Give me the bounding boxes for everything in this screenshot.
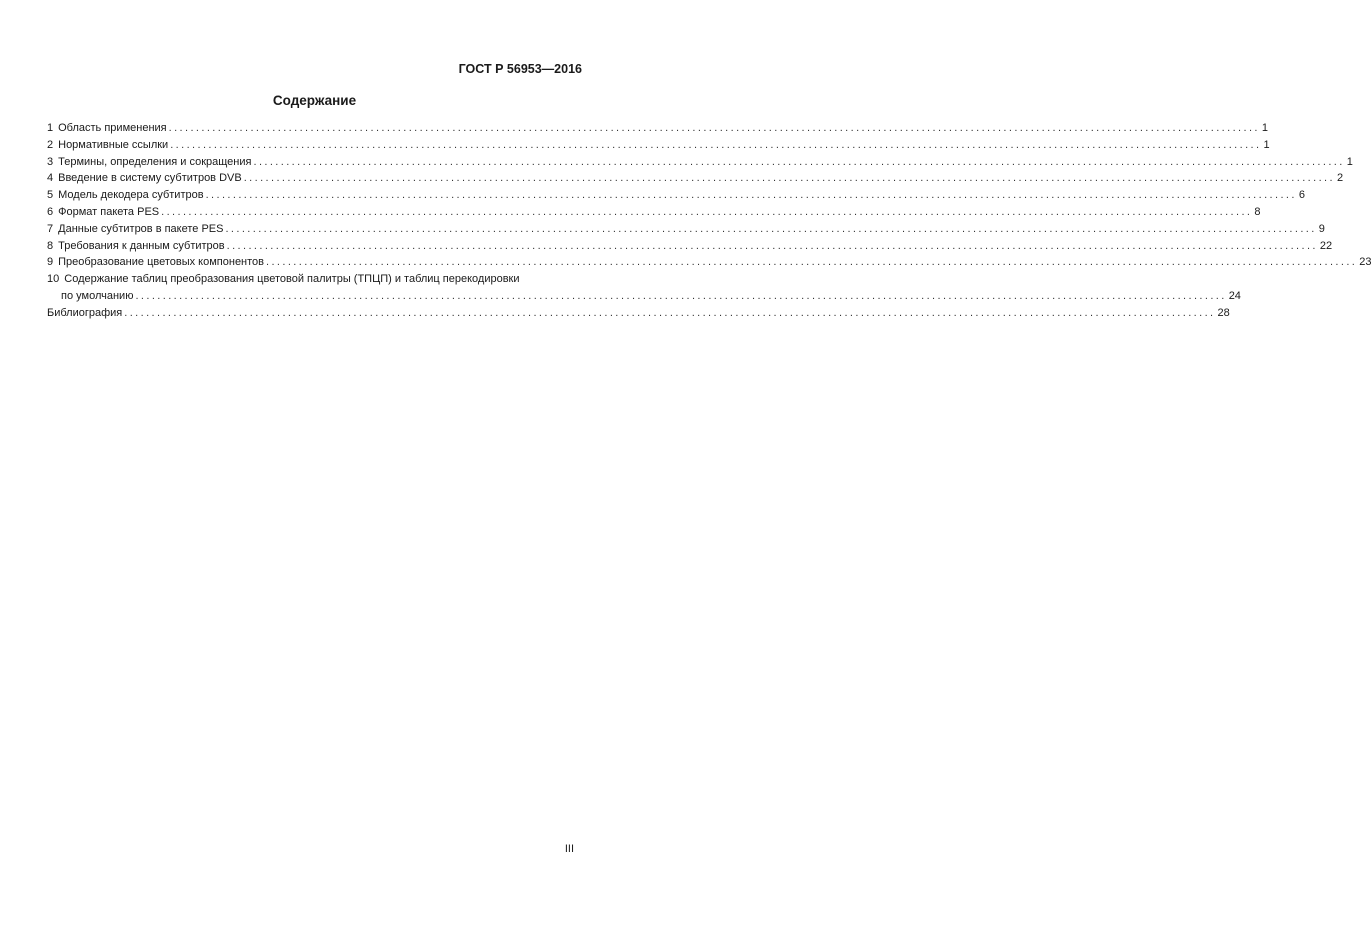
toc-entry-number: 5 — [47, 189, 54, 202]
toc-entry-text: Библиография — [47, 306, 123, 319]
toc-entry-bibliography[interactable] — [47, 305, 1230, 322]
toc-entry-number: 10 — [47, 273, 60, 286]
toc-entry-number: 8 — [47, 239, 54, 252]
toc-entry-page: 2 — [1336, 172, 1344, 185]
dot-leader: ........................................................................................................................................................................................................ — [170, 138, 1262, 151]
toc-entry-page: 1 — [1261, 122, 1268, 134]
toc-entry-page: 22 — [1319, 239, 1333, 252]
toc-entry-page: 1 — [1346, 155, 1353, 168]
dot-leader: ........................................................................................................................................................................................................ — [205, 189, 1297, 202]
toc-entry-1[interactable] — [47, 120, 1268, 137]
toc-entry-10[interactable] — [47, 271, 1241, 305]
document-id: ГОСТ Р 56953—2016 — [458, 62, 582, 76]
toc-entry-text: Термины, определения и сокращения — [58, 155, 252, 168]
toc-entry-2[interactable] — [47, 137, 1270, 154]
toc-entry-text: Модель декодера субтитров — [58, 189, 204, 202]
toc-entry-4[interactable] — [47, 170, 1344, 187]
dot-leader: ........................................................................................................................................................................................................ — [135, 289, 1227, 302]
dot-leader: ........................................................................................................................................................................................................ — [226, 239, 1318, 252]
toc-entry-page: 9 — [1318, 222, 1325, 235]
toc-entry-page: 24 — [1228, 289, 1241, 302]
page-number: III — [564, 843, 574, 855]
toc-entry-8[interactable] — [47, 238, 1333, 255]
toc-entry-text: Преобразование цветовых компонентов — [58, 256, 265, 269]
toc-entry-number: 3 — [47, 155, 54, 168]
dot-leader: ........................................................................................................................................................................................................ — [161, 205, 1253, 218]
toc-entry-text: Данные субтитров в пакете PES — [58, 222, 224, 235]
dot-leader: ........................................................................................................................................................................................................ — [124, 306, 1216, 319]
dot-leader: ........................................................................................................................................................................................................ — [225, 222, 1317, 235]
toc-entry-text: Область применения — [58, 122, 167, 134]
dot-leader: ........................................................................................................................................................................................................ — [253, 155, 1345, 168]
toc-entry-text-continued: по умолчанию — [61, 289, 134, 302]
toc-entry-page: 23 — [1359, 256, 1372, 269]
table-of-contents — [47, 120, 1372, 322]
toc-entry-page: 28 — [1217, 306, 1230, 319]
toc-entry-text: Нормативные ссылки — [58, 138, 169, 151]
toc-entry-number: 1 — [47, 122, 54, 134]
toc-entry-9[interactable] — [47, 254, 1372, 271]
toc-entry-page: 1 — [1263, 138, 1270, 151]
dot-leader: ........................................................................................................................................................................................................ — [243, 172, 1335, 185]
toc-entry-7[interactable] — [47, 221, 1325, 238]
toc-entry-number: 6 — [47, 205, 54, 218]
dot-leader: ........................................................................................................................................................................................................ — [168, 122, 1260, 134]
toc-entry-6[interactable] — [47, 204, 1261, 221]
toc-entry-5[interactable] — [47, 187, 1305, 204]
toc-entry-page: 6 — [1298, 189, 1305, 202]
toc-entry-text: Содержание таблиц преобразования цветовой палитры (ТПЦП) и таблиц перекодировки — [64, 273, 520, 286]
toc-entry-page: 8 — [1254, 205, 1261, 218]
toc-entry-text: Требования к данным субтитров — [58, 239, 225, 252]
toc-entry-text: Введение в систему субтитров DVB — [58, 172, 242, 185]
toc-entry-number: 9 — [47, 256, 54, 269]
toc-title: Содержание — [272, 93, 357, 108]
toc-entry-number: 7 — [47, 222, 54, 235]
toc-entry-text: Формат пакета PES — [58, 205, 160, 218]
toc-entry-3[interactable] — [47, 154, 1353, 171]
toc-entry-number: 2 — [47, 138, 54, 151]
dot-leader: ........................................................................................................................................................................................................ — [266, 256, 1358, 269]
toc-entry-number: 4 — [47, 172, 54, 185]
